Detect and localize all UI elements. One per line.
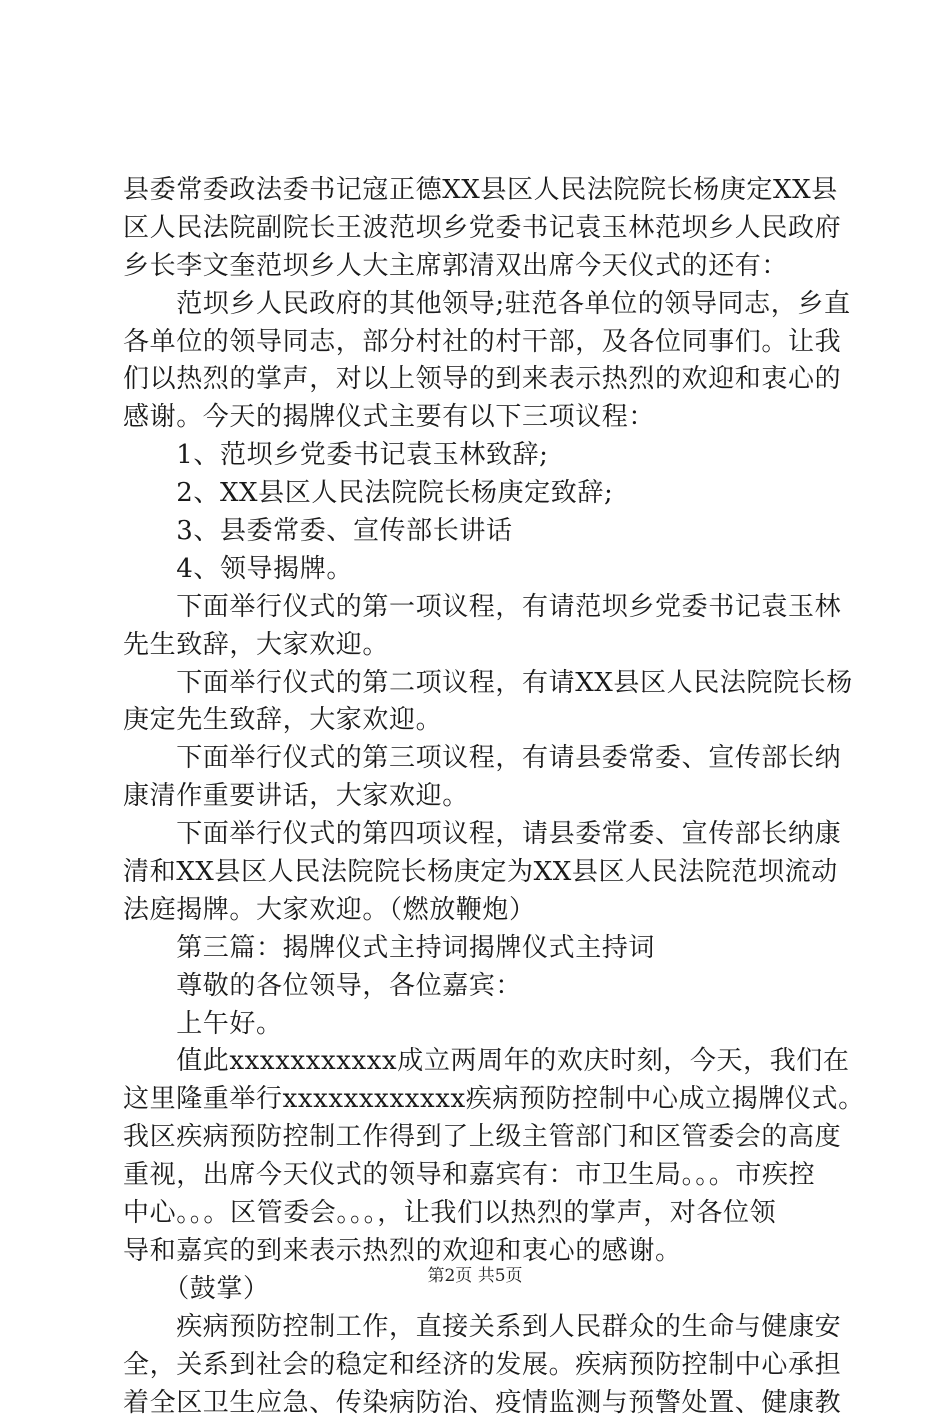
text-line: 下面举行仪式的第四项议程，请县委常委、宣传部长纳康 xyxy=(123,816,833,854)
text-line: 上午好。 xyxy=(123,1006,833,1044)
text-line: 值此xxxxxxxxxxx成立两周年的欢庆时刻，今天，我们在 xyxy=(123,1043,833,1081)
text-line: 先生致辞，大家欢迎。 xyxy=(123,627,833,665)
text-line: 们以热烈的掌声，对以上领导的到来表示热烈的欢迎和衷心的 xyxy=(123,361,833,399)
text-line: 全，关系到社会的稳定和经济的发展。疾病预防控制中心承担 xyxy=(123,1347,833,1385)
text-line: 中心。。。区管委会。。。，让我们以热烈的掌声，对各位领 xyxy=(123,1195,833,1233)
text-line: 这里隆重举行xxxxxxxxxxxx疾病预防控制中心成立揭牌仪式。 xyxy=(123,1081,833,1119)
document-body xyxy=(123,172,833,1422)
text-line: 着全区卫生应急、传染病防治、疫情监测与预警处置、健康教 xyxy=(123,1385,833,1422)
agenda-item: 4、领导揭牌。 xyxy=(123,551,833,589)
text-line: 范坝乡人民政府的其他领导;驻范各单位的领导同志，乡直 xyxy=(123,286,833,324)
text-line: （鼓掌） xyxy=(123,1271,833,1309)
text-line: 县委常委政法委书记寇正德XX县区人民法院院长杨庚定XX县 xyxy=(123,172,833,210)
text-line: 清和XX县区人民法院院长杨庚定为XX县区人民法院范坝流动 xyxy=(123,854,833,892)
text-line: 下面举行仪式的第二项议程，有请XX县区人民法院院长杨 xyxy=(123,665,833,703)
text-line: 庚定先生致辞，大家欢迎。 xyxy=(123,702,833,740)
agenda-item: 2、XX县区人民法院院长杨庚定致辞; xyxy=(123,475,833,513)
page-number-footer: 第2页 共5页 xyxy=(0,1261,950,1286)
text-line: 法庭揭牌。大家欢迎。（燃放鞭炮） xyxy=(123,892,833,930)
text-line: 导和嘉宾的到来表示热烈的欢迎和衷心的感谢。 xyxy=(123,1233,833,1271)
text-line: 乡长李文奎范坝乡人大主席郭清双出席今天仪式的还有： xyxy=(123,248,833,286)
agenda-item: 1、范坝乡党委书记袁玉林致辞; xyxy=(123,437,833,475)
text-line: 尊敬的各位领导，各位嘉宾： xyxy=(123,968,833,1006)
text-line: 下面举行仪式的第三项议程，有请县委常委、宣传部长纳 xyxy=(123,740,833,778)
text-line: 重视，出席今天仪式的领导和嘉宾有：市卫生局。。。市疾控 xyxy=(123,1157,833,1195)
text-line: 下面举行仪式的第一项议程，有请范坝乡党委书记袁玉林 xyxy=(123,589,833,627)
text-line: 我区疾病预防控制工作得到了上级主管部门和区管委会的高度 xyxy=(123,1119,833,1157)
text-line: 感谢。今天的揭牌仪式主要有以下三项议程： xyxy=(123,399,833,437)
text-line: 区人民法院副院长王波范坝乡党委书记袁玉林范坝乡人民政府 xyxy=(123,210,833,248)
text-line: 康清作重要讲话，大家欢迎。 xyxy=(123,778,833,816)
text-line: 疾病预防控制工作，直接关系到人民群众的生命与健康安 xyxy=(123,1309,833,1347)
text-line: 各单位的领导同志，部分村社的村干部，及各位同事们。让我 xyxy=(123,324,833,362)
agenda-item: 3、县委常委、宣传部长讲话 xyxy=(123,513,833,551)
section-heading: 第三篇：揭牌仪式主持词揭牌仪式主持词 xyxy=(123,930,833,968)
